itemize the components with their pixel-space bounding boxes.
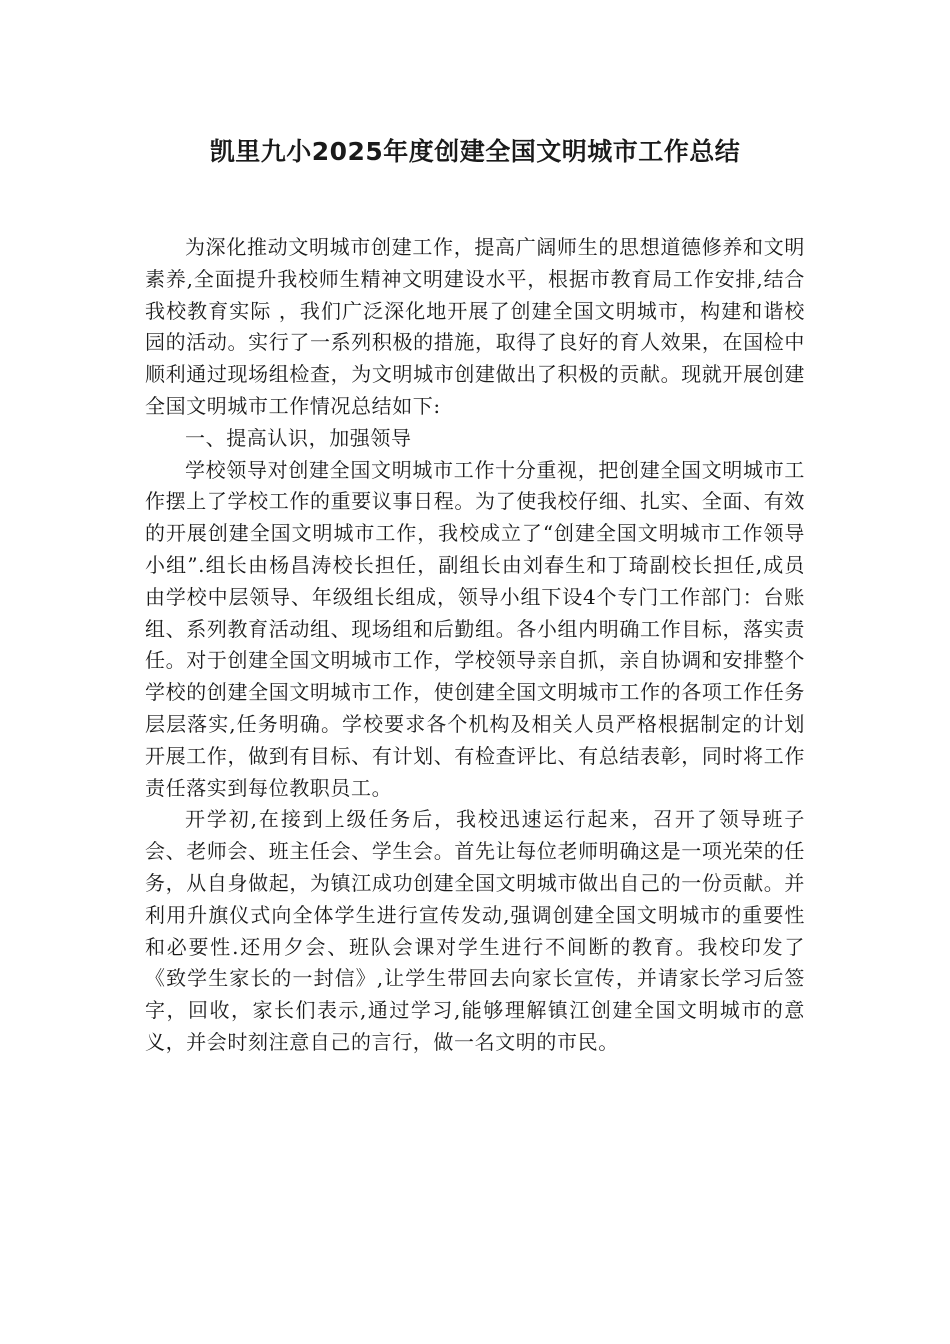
document-title: 凯里九小2025年度创建全国文明城市工作总结	[209, 137, 741, 166]
section-paragraph-leadership: 学校领导对创建全国文明城市工作十分重视，把创建全国文明城市工作摆上了学校工作的重要议事日程。为了使我校仔细、扎实、全面、有效的开展创建全国文明城市工作，我校成立了“创建全国文明城市工作领导小组”.组长由杨昌涛校长担任，副组长由刘春生和丁琦副校长担任,成员由学校中层领导、年级组长组成，领导小组下设4个专门工作部门：台账组、系列教育活动组、现场组和后勤组。各小组内明确工作目标，落实责任。对于创建全国文明城市工作，学校领导亲自抓，亲自协调和安排整个学校的创建全国文明城市工作，使创建全国文明城市工作的各项工作任务层层落实,任务明确。学校要求各个机构及相关人员严格根据制定的计划开展工作，做到有目标、有计划、有检查评比、有总结表彰，同时将工作责任落实到每位教职员工。	[145, 457, 805, 800]
section-paragraph-start-of-term: 开学初,在接到上级任务后，我校迅速运行起来，召开了领导班子会、老师会、班主任会、学生会。首先让每位老师明确这是一项光荣的任务，从自身做起，为镇江成功创建全国文明城市做出自己的一份贡献。并利用升旗仪式向全体学生进行宣传发动,强调创建全国文明城市的重要性和必要性.还用夕会、班队会课对学生进行不间断的教育。我校印发了《致学生家长的一封信》,让学生带回去向家长宣传，并请家长学习后签字，回收，家长们表示,通过学习,能够理解镇江创建全国文明城市的意义，并会时刻注意自己的言行，做一名文明的市民。	[145, 807, 805, 1054]
intro-paragraph: 为深化推动文明城市创建工作，提高广阔师生的思想道德修养和文明素养,全面提升我校师生精神文明建设水平，根据市教育局工作安排,结合我校教育实际 ，我们广泛深化地开展了创建全国文明城市，构建和谐校园的活动。实行了一系列积极的措施，取得了良好的育人效果，在国检中顺利通过现场组检查，为文明城市创建做出了积极的贡献。现就开展创建全国文明城市工作情况总结如下:	[145, 235, 805, 418]
document-body	[145, 232, 805, 1059]
section-heading: 一、提高认识，加强领导	[185, 425, 412, 450]
